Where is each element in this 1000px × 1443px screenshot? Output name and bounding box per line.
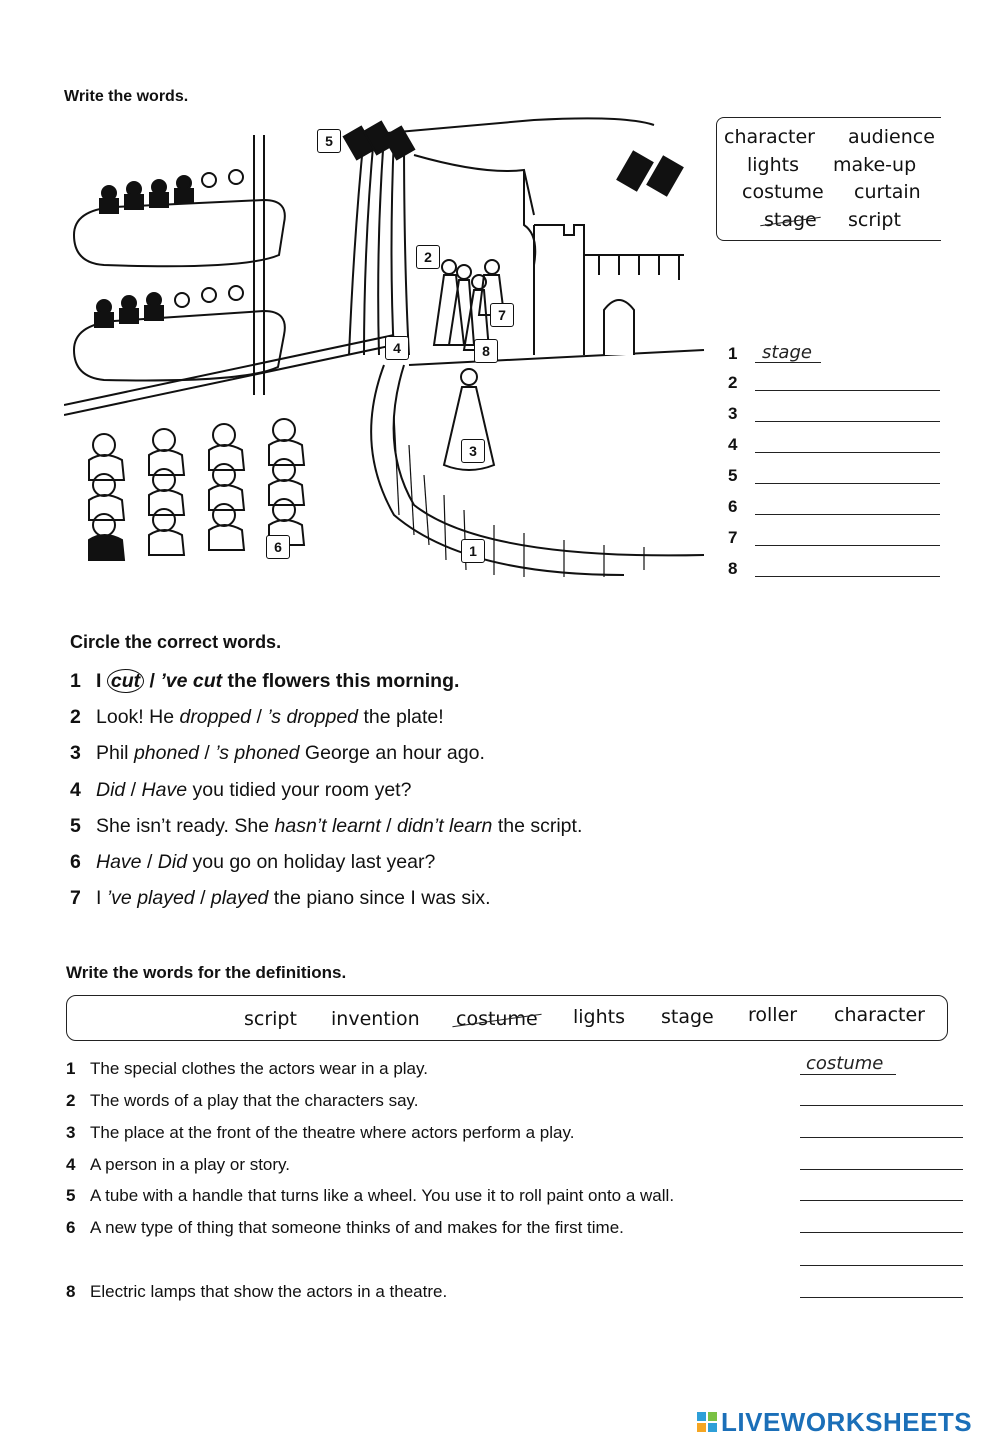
- answer-line-5[interactable]: [755, 483, 940, 484]
- def-answer-line-4[interactable]: [800, 1169, 963, 1170]
- definition-2: 2 The words of a play that the characters say.: [66, 1091, 419, 1110]
- answer-line-1[interactable]: [755, 362, 821, 363]
- picture-label-7: 7: [490, 303, 514, 327]
- option-cut-circled[interactable]: cut: [107, 669, 144, 693]
- picture-label-2: 2: [416, 245, 440, 269]
- answer-number-1: 1: [728, 344, 738, 363]
- def-answer-line-7[interactable]: [800, 1265, 963, 1266]
- option-didnt-learn[interactable]: didn’t learn: [397, 815, 493, 837]
- answer-line-2[interactable]: [755, 390, 940, 391]
- answer-line-6[interactable]: [755, 514, 940, 515]
- def-answer-line-1[interactable]: [800, 1074, 896, 1075]
- example-answer-stage: stage: [762, 342, 812, 363]
- option-did-6[interactable]: Did: [157, 851, 188, 873]
- answer-number-4: 4: [728, 435, 738, 454]
- definition-6: 6 A new type of thing that someone thinks of and makes for the first time.: [66, 1218, 624, 1237]
- option-s-phoned[interactable]: ’s phoned: [215, 742, 300, 764]
- dword-costume-crossed: costume: [456, 1008, 538, 1030]
- picture-label-1: 1: [461, 539, 485, 563]
- dword-invention: invention: [331, 1008, 420, 1030]
- definition-1: 1 The special clothes the actors wear in a play.: [66, 1059, 428, 1078]
- answer-line-3[interactable]: [755, 421, 940, 422]
- def-answer-line-2[interactable]: [800, 1105, 963, 1106]
- definition-5: 5 A tube with a handle that turns like a wheel. You use it to roll paint onto a wall.: [66, 1186, 675, 1205]
- liveworksheets-logo: [697, 1408, 972, 1436]
- section3-heading: Write the words for the definitions.: [66, 963, 347, 982]
- word-character: character: [724, 126, 815, 148]
- option-dropped[interactable]: dropped: [179, 706, 252, 728]
- definition-3: 3 The place at the front of the theatre where actors perform a play.: [66, 1123, 575, 1142]
- section2-heading: Circle the correct words.: [70, 632, 282, 652]
- dword-lights: lights: [573, 1006, 626, 1028]
- definition-8: 8 Electric lamps that show the actors in a theatre.: [66, 1282, 448, 1301]
- def-answer-line-8[interactable]: [800, 1297, 963, 1298]
- dword-roller: roller: [748, 1004, 798, 1026]
- picture-label-6: 6: [266, 535, 290, 559]
- def-answer-line-3[interactable]: [800, 1137, 963, 1138]
- example-answer-costume: costume: [806, 1053, 884, 1074]
- word-audience: audience: [848, 126, 935, 148]
- sentence-7: 7 I ’ve played / played the piano since I was six.: [70, 887, 491, 909]
- option-s-dropped[interactable]: ’s dropped: [267, 706, 359, 728]
- word-lights: lights: [747, 154, 800, 176]
- answer-line-7[interactable]: [755, 545, 940, 546]
- dword-script: script: [244, 1008, 297, 1030]
- option-have[interactable]: Have: [141, 779, 188, 801]
- def-answer-line-6[interactable]: [800, 1232, 963, 1233]
- option-phoned[interactable]: phoned: [133, 742, 200, 764]
- option-have-6[interactable]: Have: [96, 851, 142, 873]
- picture-label-4: 4: [385, 336, 409, 360]
- sentence-1: 1 I cut / ’ve cut the flowers this morning.: [70, 670, 460, 692]
- option-played[interactable]: played: [210, 887, 269, 909]
- answer-number-7: 7: [728, 528, 738, 547]
- sentence-3: 3 Phil phoned / ’s phoned George an hour ago.: [70, 742, 485, 764]
- option-ve-cut[interactable]: ’ve cut: [160, 670, 223, 692]
- answer-number-3: 3: [728, 404, 738, 423]
- sentence-6: 6 Have / Did you go on holiday last year?: [70, 851, 436, 873]
- dword-stage: stage: [661, 1006, 714, 1028]
- sentence-5: 5 She isn’t ready. She hasn’t learnt / didn’t learn the script.: [70, 815, 583, 837]
- picture-label-5: 5: [317, 129, 341, 153]
- answer-number-8: 8: [728, 559, 738, 578]
- word-curtain: curtain: [854, 181, 921, 203]
- logo-grid-icon: [697, 1412, 717, 1432]
- dword-character: character: [834, 1004, 925, 1026]
- option-did[interactable]: Did: [96, 779, 126, 801]
- sentence-2: 2 Look! He dropped / ’s dropped the plate!: [70, 706, 444, 728]
- definition-4: 4 A person in a play or story.: [66, 1155, 291, 1174]
- answer-number-5: 5: [728, 466, 738, 485]
- picture-label-3: 3: [461, 439, 485, 463]
- picture-label-8: 8: [474, 339, 498, 363]
- def-answer-line-5[interactable]: [800, 1200, 963, 1201]
- answer-number-2: 2: [728, 373, 738, 392]
- answer-line-8[interactable]: [755, 576, 940, 577]
- answer-number-6: 6: [728, 497, 738, 516]
- option-ve-played[interactable]: ’ve played: [106, 887, 195, 909]
- logo-text: LIVEWORKSHEETS: [721, 1406, 973, 1437]
- option-hasnt-learnt[interactable]: hasn’t learnt: [274, 815, 381, 837]
- answer-line-4[interactable]: [755, 452, 940, 453]
- section1-heading: Write the words.: [64, 88, 189, 105]
- sentence-4: 4 Did / Have you tidied your room yet?: [70, 779, 412, 801]
- word-stage-crossed: stage: [764, 209, 817, 231]
- word-script: script: [848, 209, 901, 231]
- word-make-up: make-up: [833, 154, 917, 176]
- word-costume: costume: [742, 181, 824, 203]
